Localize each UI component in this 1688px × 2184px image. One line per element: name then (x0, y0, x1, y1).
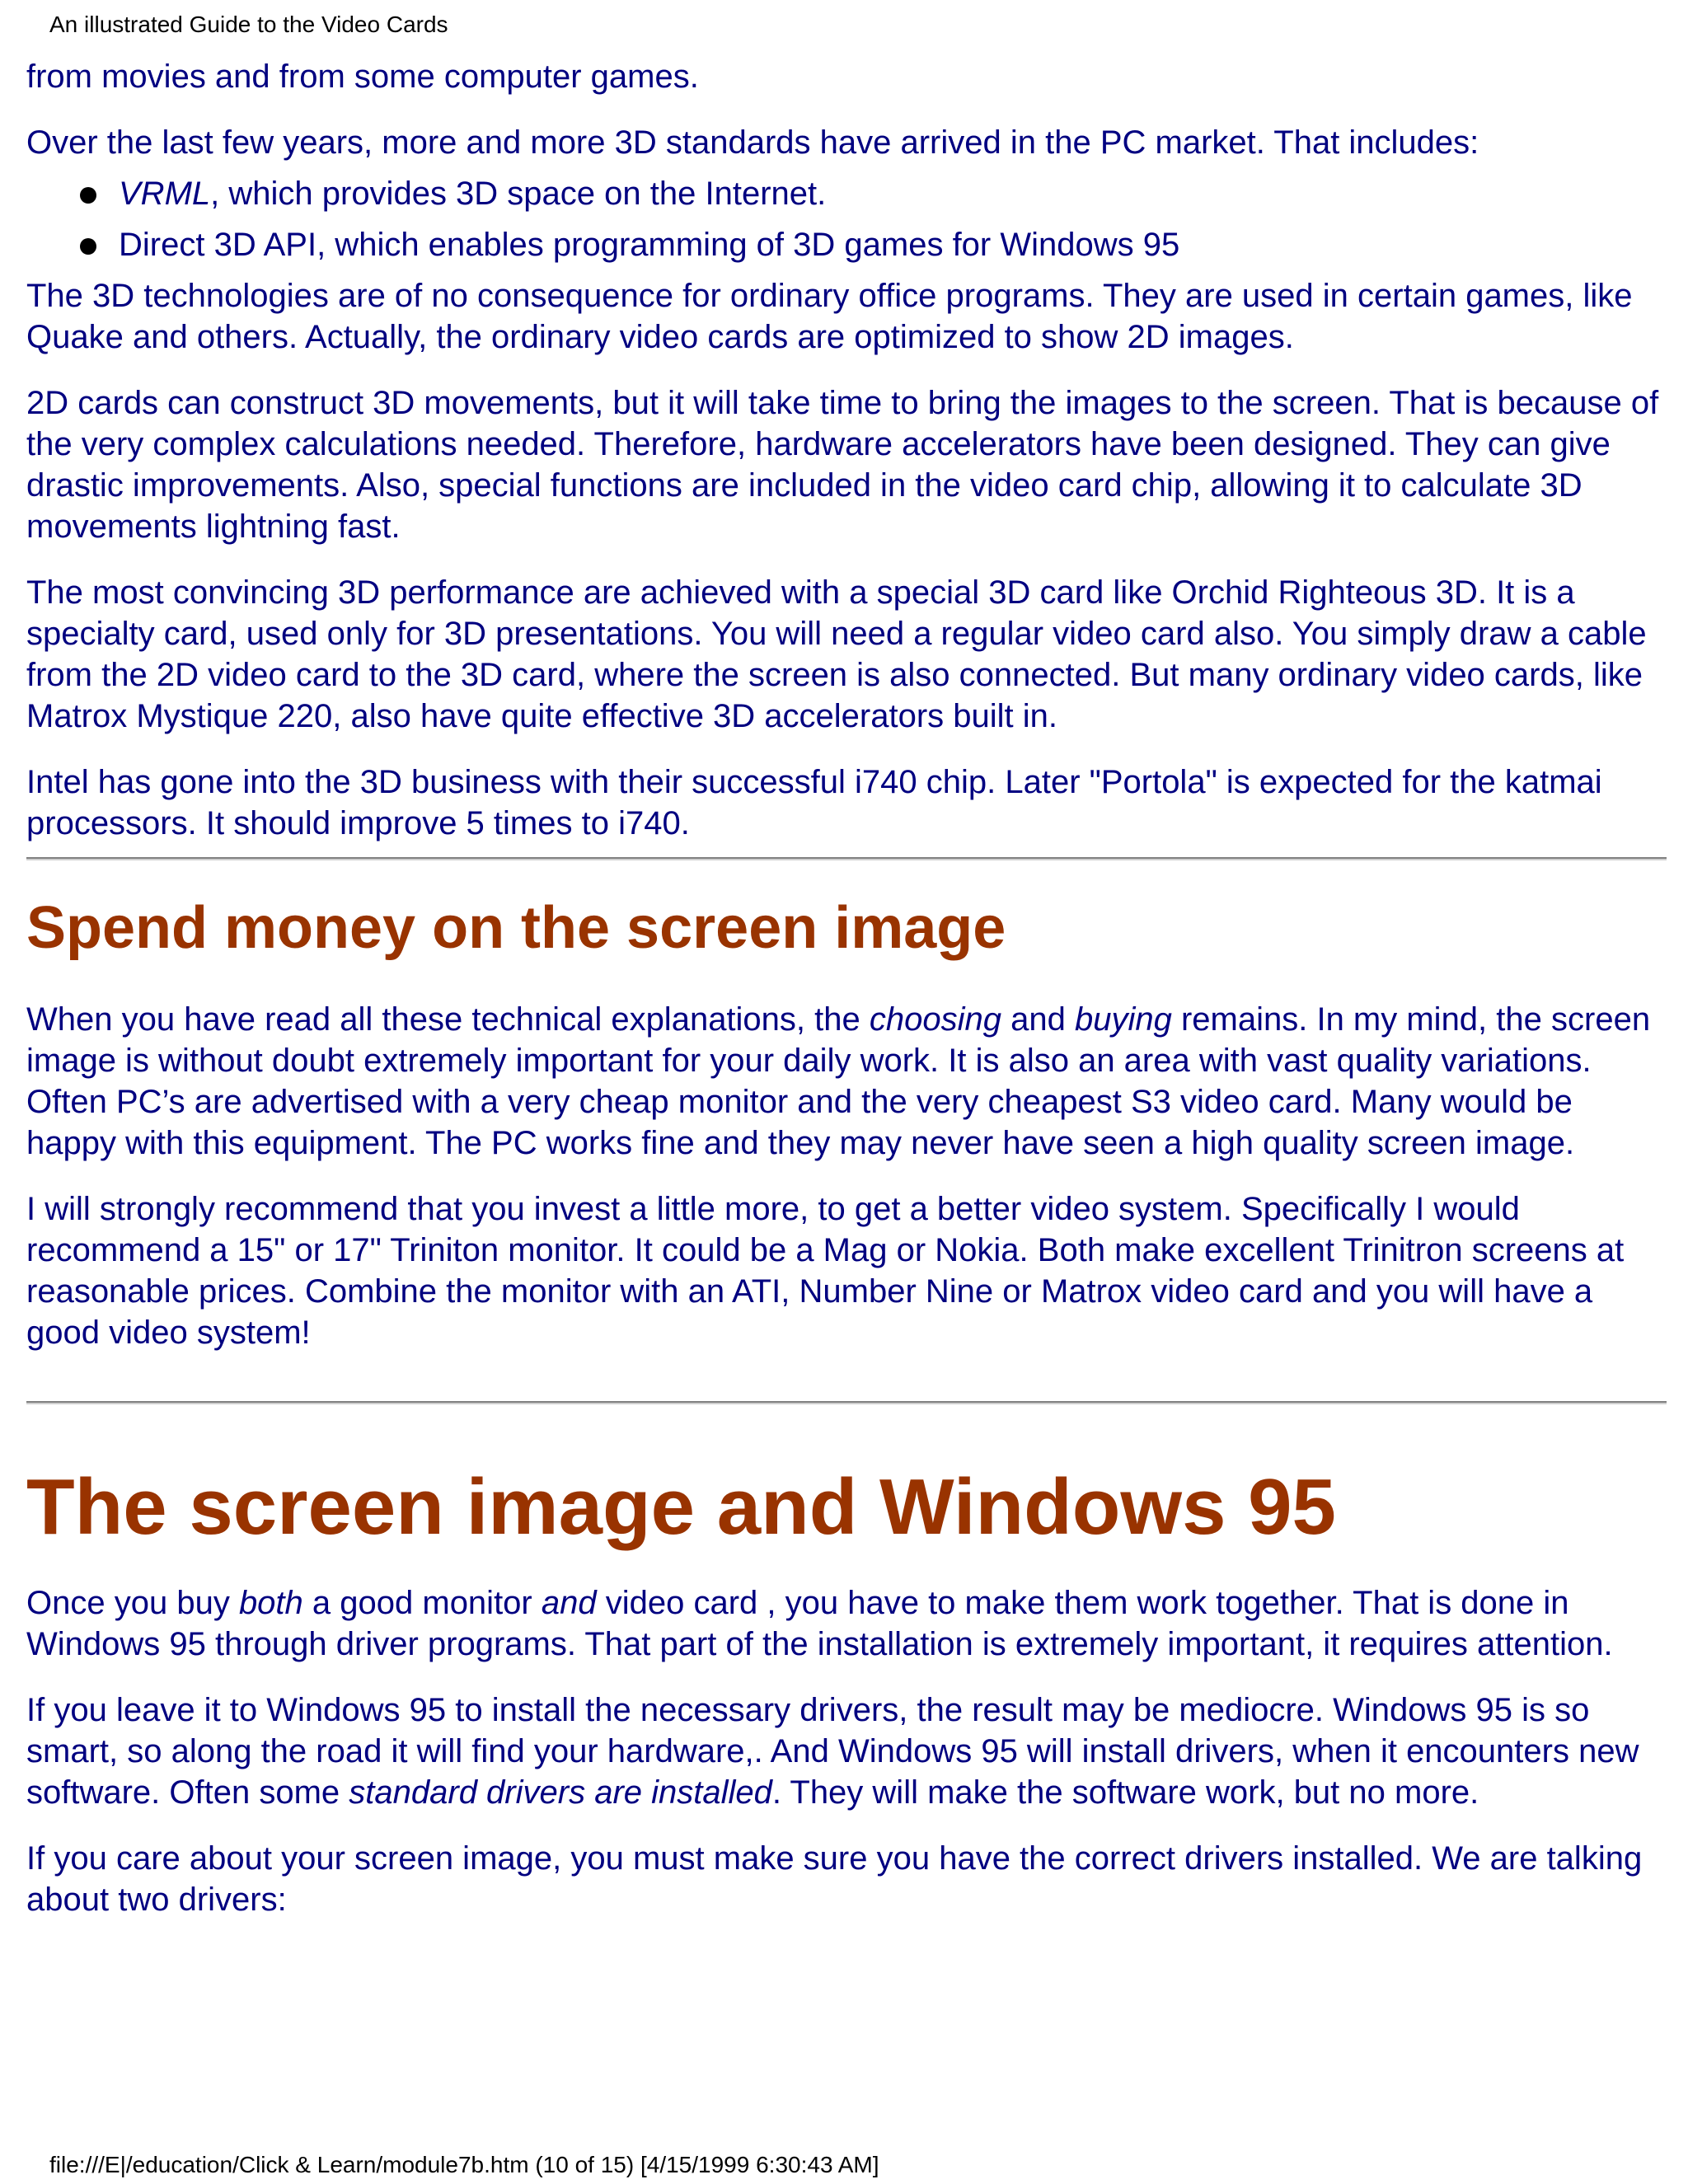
page-content (26, 56, 1667, 1945)
list-item-text: , which provides 3D space on the Internet. (210, 176, 827, 212)
paragraph-2d-cards: 2D cards can construct 3D movements, but it will take time to bring the images to the screen. That is because of the very complex calculations needed. Therefore, hardware accelerators have been designed. They can give drastic improvements. Also, special functions are included in the video card chip, allowing it to calculate 3D movements lightning fast. (26, 385, 1659, 545)
paragraph-win95-1: Once you buy both a good monitor and video card , you have to make them work together. That is done in Windows 95 through driver programs. That part of the installation is extremely important, it requires attention. (26, 1585, 1613, 1662)
list-item (26, 173, 1667, 214)
standards-list (26, 173, 1667, 265)
section-heading-windows95: The screen image and Windows 95 (26, 1463, 1336, 1551)
intro-fragment: from movies and from some computer games. (26, 59, 699, 95)
paragraph-win95-3: If you care about your screen image, you must make sure you have the correct drivers installed. We are talking about two drivers: (26, 1840, 1643, 1918)
list-item (26, 224, 1667, 265)
list-item-text: Direct 3D API, which enables programming of 3D games for Windows 95 (119, 227, 1180, 263)
print-footer: file:///E|/education/Click & Learn/module7b.htm (10 of 15) [4/15/1999 6:30:43 AM] (49, 2152, 879, 2177)
paragraph-intel: Intel has gone into the 3D business with their successful i740 chip. Later "Portola" is expected for the katmai processors. It should improve 5 times to i740. (26, 764, 1602, 841)
paragraph-win95-2: If you leave it to Windows 95 to install the necessary drivers, the result may be mediocre. Windows 95 is so smart, so along the road it will find your hardware,. And Windows 95 will install drivers, when it encounters new software. Often some standard drivers are installed. They will make the software work, but no more. (26, 1692, 1639, 1811)
standards-intro: Over the last few years, more and more 3D standards have arrived in the PC market. That includes: (26, 124, 1479, 161)
section-divider (26, 857, 1667, 860)
paragraph-convincing-3d: The most convincing 3D performance are achieved with a special 3D card like Orchid Righteous 3D. It is a specialty card, used only for 3D presentations. You will need a regular video card also. You simply draw a cable from the 2D video card to the 3D card, where the screen is also connected. But many ordinary video cards, like Matrox Mystique 220, also have quite effective 3D accelerators built in. (26, 574, 1647, 734)
print-header: An illustrated Guide to the Video Cards (49, 12, 448, 37)
list-item-term: VRML (119, 176, 211, 212)
section-heading-spend: Spend money on the screen image (26, 895, 1006, 961)
bullet-icon (80, 238, 96, 255)
paragraph-spend-1: When you have read all these technical explanations, the choosing and buying remains. In my mind, the screen image is without doubt extremely important for your daily work. It is also an area with vast quality variations. Often PC’s are advertised with a very cheap monitor and the very cheapest S3 video card. Many would be happy with this equipment. The PC works fine and they may never have seen a high quality screen image. (26, 1001, 1651, 1161)
bullet-icon (80, 187, 96, 204)
paragraph-3d-office: The 3D technologies are of no consequence for ordinary office programs. They are used in certain games, like Quake and others. Actually, the ordinary video cards are optimized to show 2D images. (26, 278, 1633, 355)
paragraph-spend-2: I will strongly recommend that you invest a little more, to get a better video system. Specifically I would recommend a 15" or 17" Triniton monitor. It could be a Mag or Nokia. Both make excellent Trinitron screens at reasonable prices. Combine the monitor with an ATI, Number Nine or Matrox video card and you will have a good video system! (26, 1191, 1625, 1351)
section-divider (26, 1401, 1667, 1404)
